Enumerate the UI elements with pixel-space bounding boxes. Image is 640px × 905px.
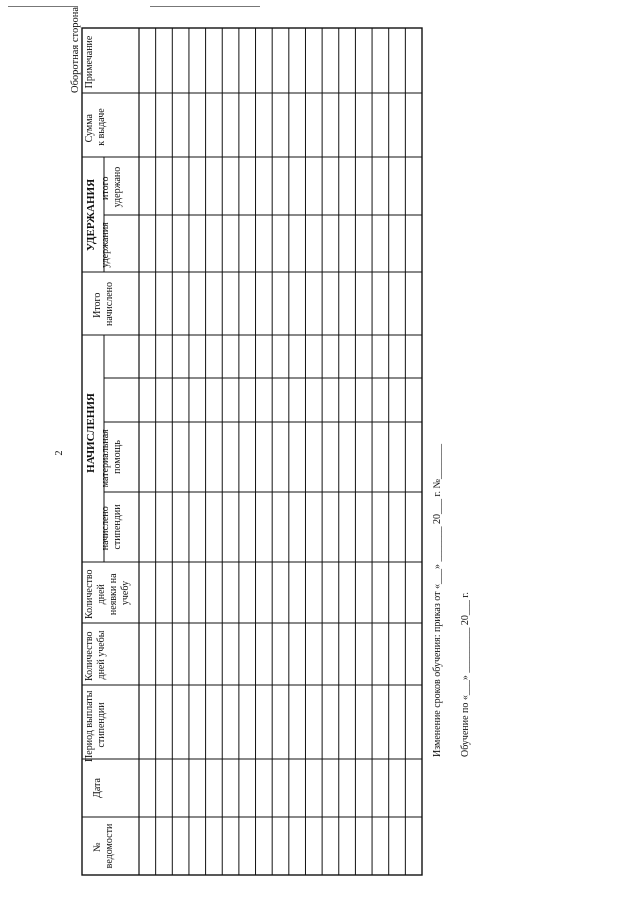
- group-deductions-title: УДЕРЖАНИЯ: [85, 178, 97, 252]
- header-deduction: удержания: [100, 222, 111, 268]
- header-vedomost: № ведомости: [92, 823, 115, 869]
- header-accrued-stipend: начислено стипендии: [100, 504, 123, 551]
- side-label: Оборотная сторона: [70, 7, 81, 93]
- table-border: [82, 28, 422, 875]
- header-payout: Сумма к выдаче: [84, 108, 107, 146]
- header-deduction-total: итого удержано: [100, 166, 123, 208]
- ledger-table: [82, 28, 422, 875]
- page-number: 2: [54, 450, 65, 456]
- header-days-study: Количество дней учебы: [84, 630, 107, 682]
- header-date: Дата: [92, 778, 103, 798]
- header-period: Период выплаты стипендии: [84, 690, 107, 762]
- header-days-absent: Количество дней неявки на учебу: [84, 569, 131, 620]
- header-accrued-total: Итого начислено: [92, 282, 115, 326]
- group-accruals-title: НАЧИСЛЕНИЯ: [85, 393, 97, 473]
- term-change-line: Изменение сроков обучения: приказ от «___» _______ 20___ г. №_______: [432, 443, 443, 757]
- header-note: Примечание: [84, 35, 95, 89]
- table-grid: [82, 28, 422, 875]
- header-material-aid: материальная помощь: [100, 429, 123, 488]
- study-until-line: Обучение по «___» _________ 20___ г.: [460, 592, 471, 757]
